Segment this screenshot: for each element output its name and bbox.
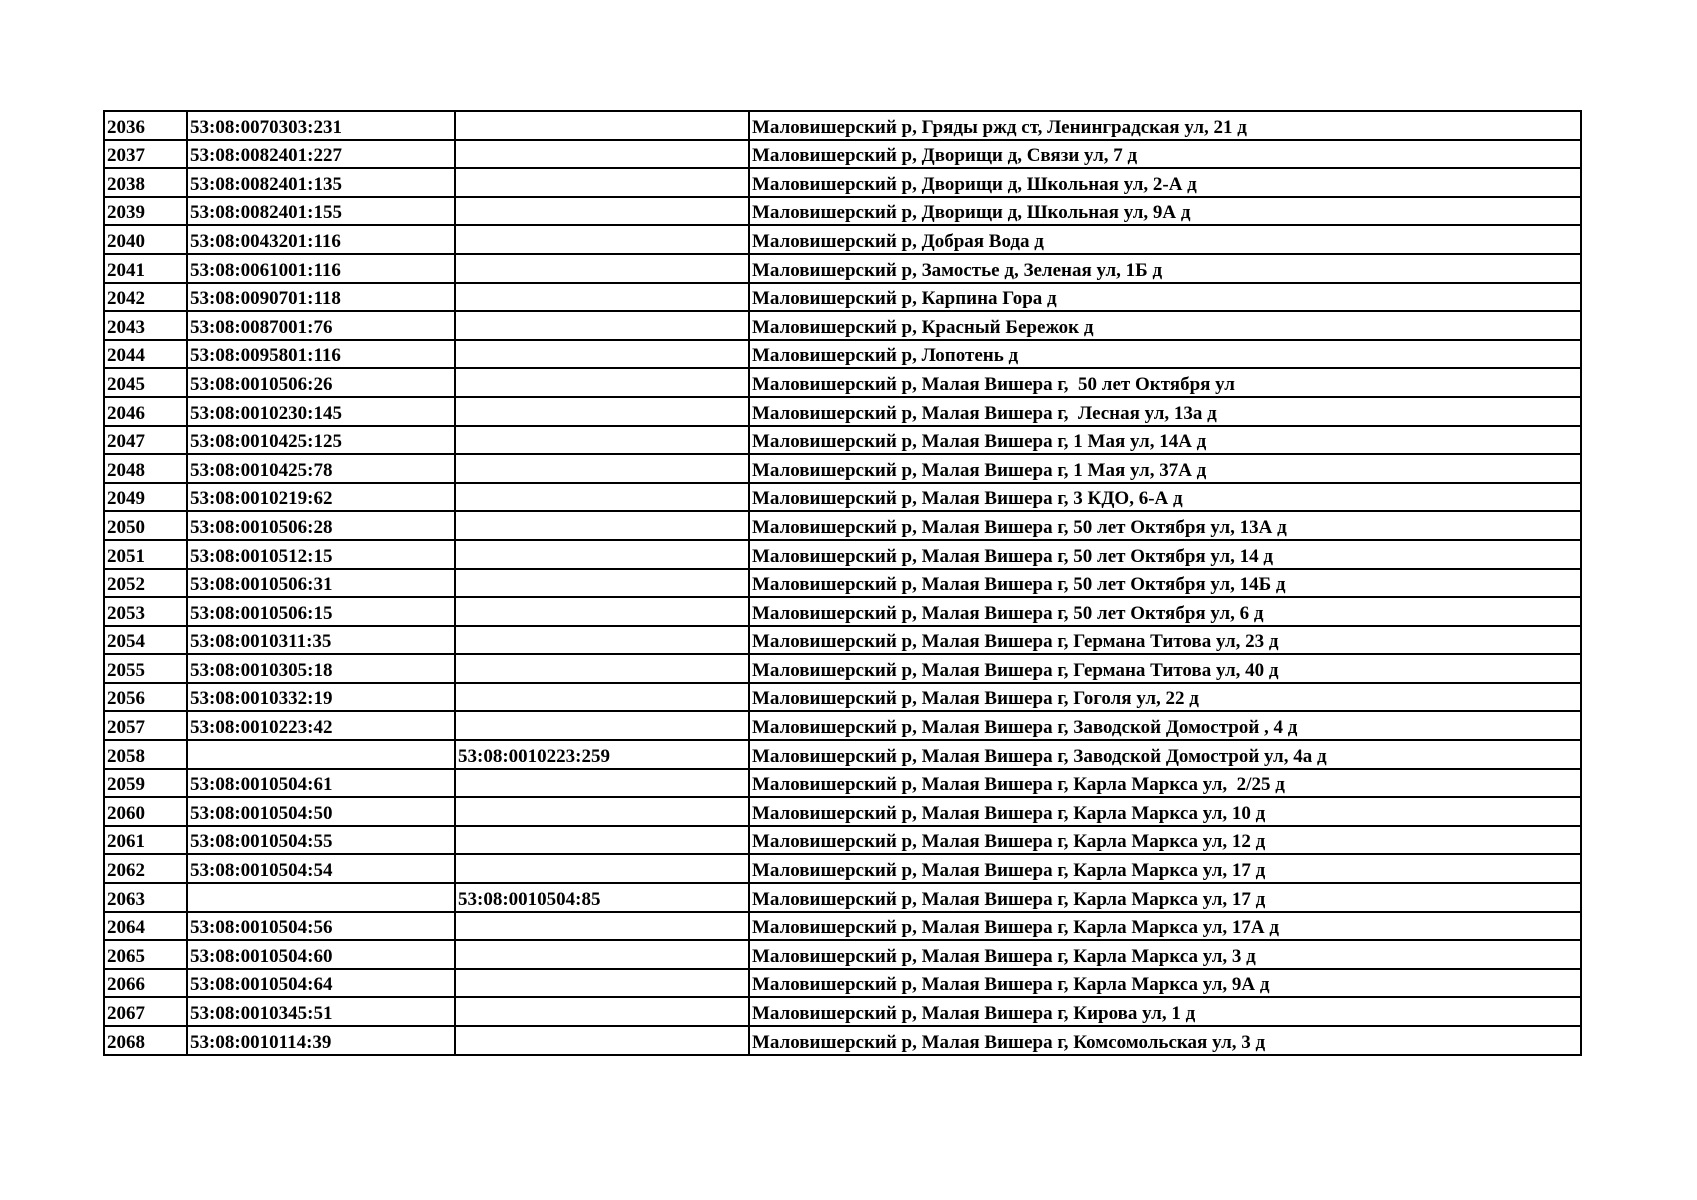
address-cell: Маловишерский р, Малая Вишера г, Карла Маркса ул, 3 д [749, 940, 1581, 969]
cadastral-number-alt-cell [455, 483, 749, 512]
row-number-cell: 2045 [104, 368, 187, 397]
registry-table [103, 110, 1582, 1056]
address-cell: Маловишерский р, Дворищи д, Школьная ул, 9А д [749, 197, 1581, 226]
cadastral-number-alt-cell [455, 540, 749, 569]
row-number-cell: 2041 [104, 254, 187, 283]
cadastral-number-alt-cell [455, 368, 749, 397]
cadastral-number-alt-cell [455, 140, 749, 169]
cadastral-number-cell: 53:08:0070303:231 [187, 111, 455, 140]
cadastral-number-alt-cell [455, 797, 749, 826]
cadastral-number-alt-cell [455, 683, 749, 712]
table-row [104, 854, 1581, 883]
cadastral-number-alt-cell [455, 654, 749, 683]
row-number-cell: 2049 [104, 483, 187, 512]
cadastral-number-alt-cell [455, 711, 749, 740]
row-number-cell: 2044 [104, 340, 187, 369]
table-row [104, 997, 1581, 1026]
cadastral-number-cell: 53:08:0010506:15 [187, 597, 455, 626]
address-cell: Маловишерский р, Малая Вишера г, Карла Маркса ул, 12 д [749, 826, 1581, 855]
cadastral-number-alt-cell [455, 254, 749, 283]
cadastral-number-alt-cell [455, 940, 749, 969]
cadastral-number-cell: 53:08:0082401:135 [187, 168, 455, 197]
table-row [104, 397, 1581, 426]
cadastral-number-cell: 53:08:0010504:61 [187, 769, 455, 798]
cadastral-number-cell: 53:08:0010219:62 [187, 483, 455, 512]
cadastral-number-cell: 53:08:0010504:60 [187, 940, 455, 969]
cadastral-number-cell: 53:08:0043201:116 [187, 225, 455, 254]
row-number-cell: 2058 [104, 740, 187, 769]
address-cell: Маловишерский р, Малая Вишера г, Гоголя ул, 22 д [749, 683, 1581, 712]
row-number-cell: 2067 [104, 997, 187, 1026]
address-cell: Маловишерский р, Гряды ржд ст, Ленинградская ул, 21 д [749, 111, 1581, 140]
cadastral-number-alt-cell [455, 426, 749, 455]
cadastral-number-cell: 53:08:0010512:15 [187, 540, 455, 569]
address-cell: Маловишерский р, Лопотень д [749, 340, 1581, 369]
cadastral-number-alt-cell [455, 225, 749, 254]
cadastral-number-cell: 53:08:0082401:227 [187, 140, 455, 169]
registry-table-body [104, 111, 1581, 1055]
row-number-cell: 2043 [104, 311, 187, 340]
row-number-cell: 2055 [104, 654, 187, 683]
cadastral-number-alt-cell [455, 340, 749, 369]
address-cell: Маловишерский р, Малая Вишера г, 3 КДО, 6-А д [749, 483, 1581, 512]
cadastral-number-alt-cell [455, 283, 749, 312]
address-cell: Маловишерский р, Малая Вишера г, Карла Маркса ул, 2/25 д [749, 769, 1581, 798]
row-number-cell: 2040 [104, 225, 187, 254]
cadastral-number-alt-cell [455, 1026, 749, 1055]
row-number-cell: 2048 [104, 454, 187, 483]
table-row [104, 883, 1581, 912]
cadastral-number-alt-cell: 53:08:0010223:259 [455, 740, 749, 769]
table-row [104, 111, 1581, 140]
table-row [104, 368, 1581, 397]
cadastral-number-alt-cell [455, 168, 749, 197]
address-cell: Маловишерский р, Малая Вишера г, 50 лет Октября ул, 14 д [749, 540, 1581, 569]
cadastral-number-cell: 53:08:0010504:54 [187, 854, 455, 883]
cadastral-number-cell: 53:08:0010114:39 [187, 1026, 455, 1055]
table-row [104, 626, 1581, 655]
cadastral-number-alt-cell [455, 769, 749, 798]
row-number-cell: 2054 [104, 626, 187, 655]
table-row [104, 483, 1581, 512]
cadastral-number-cell: 53:08:0010504:56 [187, 912, 455, 941]
row-number-cell: 2039 [104, 197, 187, 226]
address-cell: Маловишерский р, Малая Вишера г, 50 лет Октября ул, 13А д [749, 511, 1581, 540]
table-row [104, 340, 1581, 369]
cadastral-number-alt-cell [455, 597, 749, 626]
row-number-cell: 2063 [104, 883, 187, 912]
table-row [104, 168, 1581, 197]
address-cell: Маловишерский р, Добрая Вода д [749, 225, 1581, 254]
cadastral-number-cell: 53:08:0010311:35 [187, 626, 455, 655]
table-row [104, 197, 1581, 226]
cadastral-number-cell: 53:08:0087001:76 [187, 311, 455, 340]
table-row [104, 254, 1581, 283]
address-cell: Маловишерский р, Малая Вишера г, Лесная ул, 13а д [749, 397, 1581, 426]
table-row [104, 969, 1581, 998]
cadastral-number-cell: 53:08:0010504:55 [187, 826, 455, 855]
address-cell: Маловишерский р, Малая Вишера г, Карла Маркса ул, 17А д [749, 912, 1581, 941]
row-number-cell: 2066 [104, 969, 187, 998]
address-cell: Маловишерский р, Малая Вишера г, 50 лет Октября ул [749, 368, 1581, 397]
address-cell: Маловишерский р, Малая Вишера г, Карла Маркса ул, 17 д [749, 854, 1581, 883]
address-cell: Маловишерский р, Малая Вишера г, Германа Титова ул, 40 д [749, 654, 1581, 683]
row-number-cell: 2050 [104, 511, 187, 540]
cadastral-number-alt-cell [455, 826, 749, 855]
cadastral-number-cell [187, 883, 455, 912]
cadastral-number-alt-cell [455, 997, 749, 1026]
cadastral-number-alt-cell [455, 311, 749, 340]
row-number-cell: 2051 [104, 540, 187, 569]
cadastral-number-cell: 53:08:0010345:51 [187, 997, 455, 1026]
cadastral-number-cell: 53:08:0010305:18 [187, 654, 455, 683]
row-number-cell: 2061 [104, 826, 187, 855]
row-number-cell: 2042 [104, 283, 187, 312]
row-number-cell: 2062 [104, 854, 187, 883]
cadastral-number-alt-cell [455, 912, 749, 941]
cadastral-number-cell: 53:08:0010332:19 [187, 683, 455, 712]
row-number-cell: 2052 [104, 569, 187, 598]
row-number-cell: 2053 [104, 597, 187, 626]
cadastral-number-cell: 53:08:0010506:28 [187, 511, 455, 540]
table-row [104, 654, 1581, 683]
address-cell: Маловишерский р, Малая Вишера г, Карла Маркса ул, 9А д [749, 969, 1581, 998]
table-row [104, 740, 1581, 769]
table-row [104, 826, 1581, 855]
table-row [104, 140, 1581, 169]
address-cell: Маловишерский р, Дворищи д, Связи ул, 7 д [749, 140, 1581, 169]
row-number-cell: 2038 [104, 168, 187, 197]
table-row [104, 912, 1581, 941]
row-number-cell: 2037 [104, 140, 187, 169]
address-cell: Маловишерский р, Карпина Гора д [749, 283, 1581, 312]
address-cell: Маловишерский р, Малая Вишера г, Карла Маркса ул, 10 д [749, 797, 1581, 826]
table-row [104, 540, 1581, 569]
cadastral-number-alt-cell [455, 569, 749, 598]
table-row [104, 769, 1581, 798]
address-cell: Маловишерский р, Малая Вишера г, 50 лет Октября ул, 14Б д [749, 569, 1581, 598]
row-number-cell: 2056 [104, 683, 187, 712]
cadastral-number-alt-cell [455, 197, 749, 226]
address-cell: Маловишерский р, Малая Вишера г, 1 Мая ул, 14А д [749, 426, 1581, 455]
cadastral-number-cell: 53:08:0010504:64 [187, 969, 455, 998]
cadastral-number-alt-cell: 53:08:0010504:85 [455, 883, 749, 912]
cadastral-number-alt-cell [455, 969, 749, 998]
cadastral-number-alt-cell [455, 111, 749, 140]
cadastral-number-cell: 53:08:0010506:26 [187, 368, 455, 397]
row-number-cell: 2046 [104, 397, 187, 426]
table-row [104, 454, 1581, 483]
table-row [104, 511, 1581, 540]
table-row [104, 426, 1581, 455]
cadastral-number-cell: 53:08:0010223:42 [187, 711, 455, 740]
address-cell: Маловишерский р, Малая Вишера г, Карла Маркса ул, 17 д [749, 883, 1581, 912]
cadastral-number-cell: 53:08:0061001:116 [187, 254, 455, 283]
cadastral-number-alt-cell [455, 511, 749, 540]
row-number-cell: 2068 [104, 1026, 187, 1055]
address-cell: Маловишерский р, Малая Вишера г, Германа Титова ул, 23 д [749, 626, 1581, 655]
row-number-cell: 2047 [104, 426, 187, 455]
address-cell: Маловишерский р, Дворищи д, Школьная ул, 2-А д [749, 168, 1581, 197]
cadastral-number-cell: 53:08:0010425:78 [187, 454, 455, 483]
cadastral-number-cell: 53:08:0010230:145 [187, 397, 455, 426]
address-cell: Маловишерский р, Малая Вишера г, Кирова ул, 1 д [749, 997, 1581, 1026]
cadastral-number-alt-cell [455, 397, 749, 426]
table-row [104, 283, 1581, 312]
address-cell: Маловишерский р, Малая Вишера г, 1 Мая ул, 37А д [749, 454, 1581, 483]
cadastral-number-alt-cell [455, 454, 749, 483]
cadastral-number-cell: 53:08:0010506:31 [187, 569, 455, 598]
address-cell: Маловишерский р, Замостье д, Зеленая ул, 1Б д [749, 254, 1581, 283]
address-cell: Маловишерский р, Малая Вишера г, Заводской Домострой , 4 д [749, 711, 1581, 740]
table-row [104, 311, 1581, 340]
address-cell: Маловишерский р, Малая Вишера г, Комсомольская ул, 3 д [749, 1026, 1581, 1055]
cadastral-number-cell: 53:08:0090701:118 [187, 283, 455, 312]
row-number-cell: 2065 [104, 940, 187, 969]
table-row [104, 797, 1581, 826]
cadastral-number-cell: 53:08:0010425:125 [187, 426, 455, 455]
cadastral-number-alt-cell [455, 626, 749, 655]
row-number-cell: 2059 [104, 769, 187, 798]
row-number-cell: 2057 [104, 711, 187, 740]
address-cell: Маловишерский р, Малая Вишера г, 50 лет Октября ул, 6 д [749, 597, 1581, 626]
cadastral-number-cell: 53:08:0010504:50 [187, 797, 455, 826]
cadastral-number-cell: 53:08:0082401:155 [187, 197, 455, 226]
address-cell: Маловишерский р, Малая Вишера г, Заводской Домострой ул, 4а д [749, 740, 1581, 769]
table-row [104, 683, 1581, 712]
row-number-cell: 2036 [104, 111, 187, 140]
cadastral-number-alt-cell [455, 854, 749, 883]
table-row [104, 940, 1581, 969]
table-row [104, 1026, 1581, 1055]
row-number-cell: 2060 [104, 797, 187, 826]
table-row [104, 597, 1581, 626]
row-number-cell: 2064 [104, 912, 187, 941]
cadastral-number-cell: 53:08:0095801:116 [187, 340, 455, 369]
table-row [104, 225, 1581, 254]
address-cell: Маловишерский р, Красный Бережок д [749, 311, 1581, 340]
table-row [104, 711, 1581, 740]
cadastral-number-cell [187, 740, 455, 769]
table-row [104, 569, 1581, 598]
